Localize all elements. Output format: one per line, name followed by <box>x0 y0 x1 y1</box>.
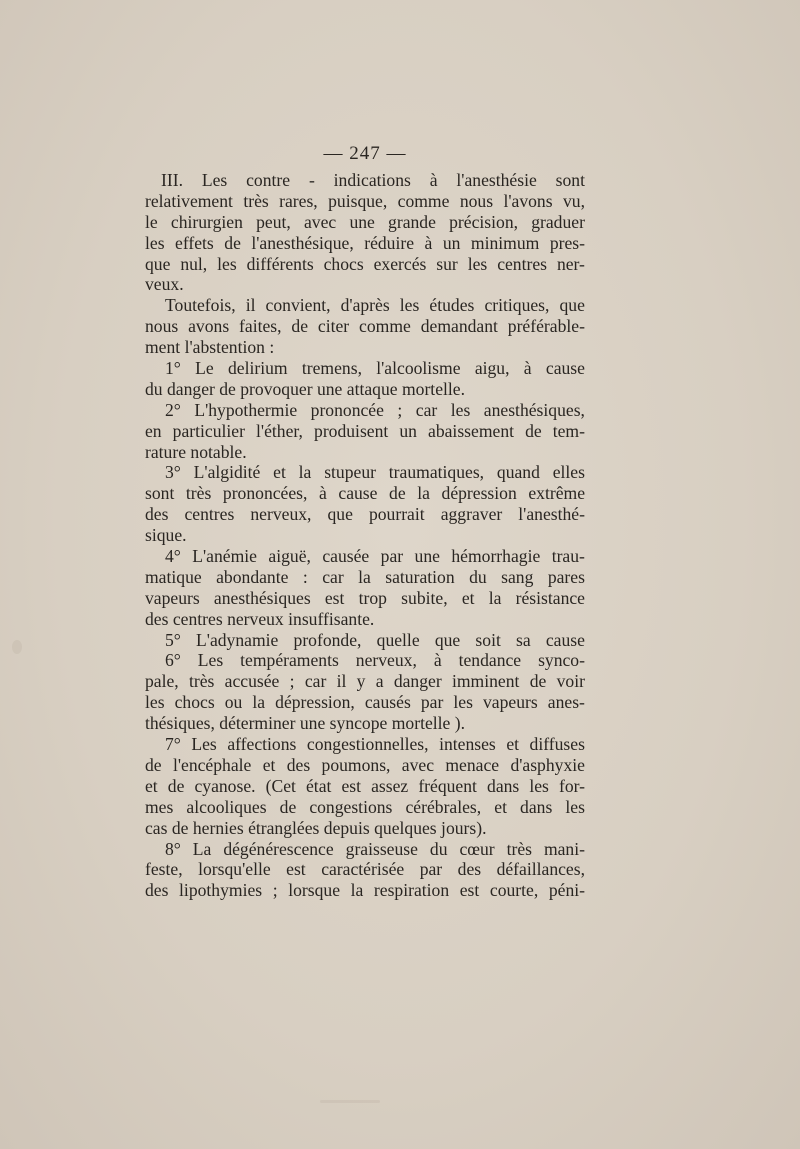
word: très <box>506 838 532 859</box>
text-line <box>145 650 585 671</box>
word: feste, <box>145 859 183 880</box>
word: La <box>192 838 212 859</box>
word: les <box>467 253 488 274</box>
text-line <box>145 400 585 421</box>
word: matique <box>145 566 202 587</box>
word: la <box>252 692 266 713</box>
word: très <box>188 671 215 692</box>
word: les <box>565 796 585 817</box>
word: la <box>417 483 430 504</box>
word: prononcée <box>310 399 384 420</box>
word: alcooliques <box>186 796 267 817</box>
text-line <box>145 859 585 880</box>
word: cause <box>338 483 378 504</box>
word: les <box>217 253 237 274</box>
word: assez <box>371 775 409 796</box>
text-line <box>145 880 585 901</box>
text-line <box>145 692 585 713</box>
word: pale, <box>145 671 179 692</box>
word: de <box>525 420 542 441</box>
word: les <box>145 692 165 713</box>
word: à <box>433 650 442 671</box>
text-line: cas de hernies étranglées depuis quelques jours). <box>145 817 487 838</box>
word: particulier <box>172 420 245 441</box>
word: vu, <box>562 190 585 211</box>
word: par <box>419 859 443 880</box>
word: avec <box>401 754 435 775</box>
text-line <box>145 295 585 316</box>
word: les <box>450 399 471 420</box>
word: subite, <box>401 587 448 608</box>
word: et <box>494 796 507 817</box>
word: de <box>145 754 162 775</box>
word: est <box>286 859 306 880</box>
word: par <box>380 546 404 567</box>
text-line: sique. <box>145 525 187 546</box>
word: et <box>262 754 276 775</box>
word: à <box>319 483 327 504</box>
word: à <box>429 170 438 190</box>
word: centres <box>184 504 235 525</box>
word: réduire <box>364 232 415 253</box>
word: en <box>145 420 162 441</box>
word: que <box>434 629 461 650</box>
word: centres <box>497 253 548 274</box>
word: que <box>145 253 171 274</box>
word: tendance <box>458 650 522 671</box>
word: d'après <box>340 295 390 316</box>
page-number: — 247 — <box>323 143 407 164</box>
word: est <box>341 775 362 796</box>
word: aiguë, <box>268 546 311 567</box>
word: sur <box>436 253 458 274</box>
word: Les <box>191 734 217 755</box>
word: diffuses <box>529 734 585 755</box>
word: avec <box>304 211 337 232</box>
text-line: des centres nerveux insuffisante. <box>145 608 375 629</box>
word: une <box>349 211 375 232</box>
word: de <box>167 775 185 796</box>
word: vapeurs <box>145 587 200 608</box>
word: 4° <box>165 546 181 567</box>
text-line <box>145 358 585 379</box>
text-line: veux. <box>145 274 184 295</box>
word: très <box>243 190 269 211</box>
word: puisque, <box>328 190 388 211</box>
word: de <box>529 671 547 692</box>
word: il <box>336 671 347 692</box>
word: cyanose. <box>194 775 256 796</box>
word: saturation <box>385 566 455 587</box>
word: précision, <box>449 211 519 232</box>
text-line <box>145 421 585 442</box>
word: les <box>529 775 549 796</box>
word: prononcées, <box>222 483 308 504</box>
word: stupeur <box>324 462 376 483</box>
word: et <box>145 775 158 796</box>
word: pares <box>547 566 585 587</box>
word: un <box>399 420 417 441</box>
word: rares, <box>279 190 318 211</box>
text-line <box>145 191 585 212</box>
text-line <box>145 254 585 275</box>
word: congestionnelles, <box>306 734 429 755</box>
word: trau- <box>551 546 585 567</box>
word: et <box>506 734 520 755</box>
text-line <box>145 671 585 692</box>
word: demandant <box>420 316 498 337</box>
word: extrême <box>528 483 585 504</box>
word: chocs <box>174 692 215 713</box>
word: exercés <box>373 253 427 274</box>
word: lorsqu'elle <box>198 859 271 880</box>
word: anesthésiques <box>213 587 311 608</box>
word: contre <box>246 170 291 190</box>
word: la <box>358 566 371 587</box>
word: et <box>273 462 286 483</box>
text-line <box>145 588 585 609</box>
word: 2° <box>165 399 181 420</box>
word: menace <box>445 754 500 775</box>
word: chirurgien <box>170 211 243 232</box>
word: quelle <box>376 629 420 650</box>
word: profonde, <box>293 629 362 650</box>
word: les <box>453 692 473 713</box>
word: dégénérescence <box>223 838 334 859</box>
word: Toutefois, <box>165 295 236 316</box>
word: III. <box>161 170 183 190</box>
word: tem- <box>552 420 585 441</box>
word: causés <box>364 692 411 713</box>
word: faites, <box>239 316 282 337</box>
word: ; <box>272 880 278 901</box>
text-line <box>145 316 585 337</box>
paper-stain <box>320 1100 380 1103</box>
word: est <box>459 880 480 901</box>
word: indications <box>333 170 411 190</box>
text-line <box>145 483 585 504</box>
word: aggraver <box>440 504 503 525</box>
word: imminent <box>451 671 520 692</box>
word: sont <box>555 170 585 190</box>
word: par <box>420 692 444 713</box>
text-line: thésiques, déterminer une syncope mortelle ). <box>145 713 466 734</box>
word: dans <box>520 796 553 817</box>
word: 6° <box>165 650 181 671</box>
word: effets <box>175 232 214 253</box>
text-line <box>145 797 585 818</box>
word: dépression <box>441 483 517 504</box>
word: l'anesthésique, <box>251 232 354 253</box>
word: la <box>488 587 502 608</box>
word: traumatiques, <box>388 462 485 483</box>
word: convient, <box>265 295 331 316</box>
word: sa <box>516 629 531 650</box>
word: anesthésiques, <box>483 399 585 420</box>
word: nerveux, <box>250 504 312 525</box>
word: différents <box>246 253 314 274</box>
word: dépression, <box>275 692 355 713</box>
word: for- <box>558 775 585 796</box>
word: de <box>291 316 309 337</box>
paper-stain <box>12 640 22 654</box>
word: sang <box>501 566 534 587</box>
word: études <box>429 295 475 316</box>
word: est <box>324 587 345 608</box>
word: l'encéphale <box>172 754 252 775</box>
word: il <box>245 295 256 316</box>
word: que <box>559 295 585 316</box>
word: à <box>523 358 532 379</box>
word: poumons, <box>321 754 391 775</box>
word: l'avons <box>503 190 553 211</box>
word: nul, <box>180 253 208 274</box>
word: 7° <box>165 734 181 755</box>
word: nous <box>145 316 179 337</box>
word: du <box>429 838 448 859</box>
word: l'alcoolisme <box>376 358 461 379</box>
word: y <box>356 671 366 692</box>
word: fréquent <box>418 775 477 796</box>
text-line <box>145 233 585 254</box>
word: minimum <box>470 232 540 253</box>
word: vapeurs <box>483 692 538 713</box>
word: préférable- <box>507 316 585 337</box>
text-line: rature notable. <box>145 441 247 462</box>
word: - <box>308 170 315 190</box>
word: relativement <box>145 190 233 211</box>
word: L'adynamie <box>196 629 279 650</box>
word: comme <box>397 190 450 211</box>
word: courte, <box>489 880 539 901</box>
word: synco- <box>538 650 585 671</box>
word: delirium <box>227 358 288 379</box>
word: cause <box>545 629 585 650</box>
word: de <box>224 232 241 253</box>
word: quand <box>496 462 540 483</box>
word: des <box>457 859 482 880</box>
word: L'algidité <box>193 462 261 483</box>
word: caractérisée <box>321 859 405 880</box>
word: accusée <box>224 671 280 692</box>
word: danger <box>393 671 442 692</box>
word: du <box>469 566 487 587</box>
word: graisseuse <box>345 838 418 859</box>
word: de <box>279 796 297 817</box>
word: aigu, <box>474 358 510 379</box>
word: Les <box>201 170 228 190</box>
word: L'anémie <box>192 546 257 567</box>
word: lipothymies <box>179 880 263 901</box>
word: tempéraments <box>240 650 339 671</box>
text-line <box>145 776 585 797</box>
word: un <box>442 232 461 253</box>
word: mani- <box>543 838 585 859</box>
text-line <box>145 546 585 567</box>
word: que <box>327 504 353 525</box>
word: cause <box>545 358 585 379</box>
word: chocs <box>323 253 364 274</box>
word: le <box>145 211 158 232</box>
text-line: du danger de provoquer une attaque mortelle. <box>145 378 465 399</box>
word: dans <box>487 775 520 796</box>
word: voir <box>556 671 585 692</box>
word: mes <box>145 796 174 817</box>
word: à <box>424 232 433 253</box>
text-line: ment l'abstention : <box>145 337 275 358</box>
word: des <box>145 880 169 901</box>
text-line <box>145 630 585 651</box>
word: graduer <box>531 211 585 232</box>
word: l'anesthé- <box>518 504 585 525</box>
text-line <box>145 567 585 588</box>
word: comme <box>359 316 411 337</box>
word: intenses <box>439 734 496 755</box>
word: Les <box>197 650 224 671</box>
word: 1° <box>165 358 181 379</box>
word: nous <box>459 190 494 211</box>
word: tremens, <box>301 358 362 379</box>
word: résistance <box>515 587 585 608</box>
word: affections <box>227 734 297 755</box>
text-line <box>145 755 585 776</box>
word: l'anesthésie <box>456 170 537 190</box>
word: soit <box>475 629 501 650</box>
word: la <box>350 880 364 901</box>
word: ou <box>224 692 243 713</box>
body-text <box>145 170 585 901</box>
word: et <box>461 587 475 608</box>
word: peut, <box>256 211 291 232</box>
word: elles <box>552 462 585 483</box>
word: abaissement <box>428 420 514 441</box>
word: hémorrhagie <box>451 546 541 567</box>
text-line <box>145 504 585 525</box>
word: cérébrales, <box>405 796 482 817</box>
word: respiration <box>373 880 450 901</box>
word: défaillances, <box>496 859 585 880</box>
word: pourrait <box>368 504 425 525</box>
word: les <box>145 232 165 253</box>
word: anes- <box>547 692 585 713</box>
word: des <box>145 504 169 525</box>
word: nerveux, <box>355 650 417 671</box>
word: une <box>414 546 440 567</box>
word: 8° <box>165 838 181 859</box>
word: la <box>298 462 312 483</box>
text-line <box>145 462 585 483</box>
word: congestions <box>309 796 393 817</box>
word: critiques, <box>484 295 550 316</box>
word: abondante <box>216 566 289 587</box>
text-line <box>145 734 585 755</box>
word: L'hypothermie <box>194 399 298 420</box>
word: ; <box>397 399 403 420</box>
word: grande <box>388 211 436 232</box>
word: 3° <box>165 462 181 483</box>
word: : <box>302 566 308 587</box>
word: sont <box>145 483 175 504</box>
word: car <box>322 566 344 587</box>
text-line <box>145 839 585 860</box>
word: pres- <box>549 232 585 253</box>
word: très <box>185 483 212 504</box>
word: les <box>399 295 420 316</box>
word: péni- <box>548 880 585 901</box>
word: Le <box>195 358 214 379</box>
word: cœur <box>459 838 495 859</box>
word: citer <box>317 316 350 337</box>
word: état <box>306 775 332 796</box>
word: des <box>286 754 311 775</box>
word: 5° <box>165 629 181 650</box>
word: avons <box>188 316 230 337</box>
word: ner- <box>556 253 585 274</box>
word: car <box>415 399 438 420</box>
word: (Cet <box>265 775 296 796</box>
word: d'asphyxie <box>510 754 585 775</box>
word: l'éther, <box>256 420 303 441</box>
word: trop <box>358 587 387 608</box>
text-line <box>145 212 585 233</box>
word: de <box>389 483 406 504</box>
word: produisent <box>314 420 389 441</box>
text-line <box>145 170 585 191</box>
word: ; <box>289 671 295 692</box>
word: a <box>375 671 384 692</box>
word: causée <box>322 546 370 567</box>
word: car <box>304 671 327 692</box>
word: lorsque <box>288 880 341 901</box>
